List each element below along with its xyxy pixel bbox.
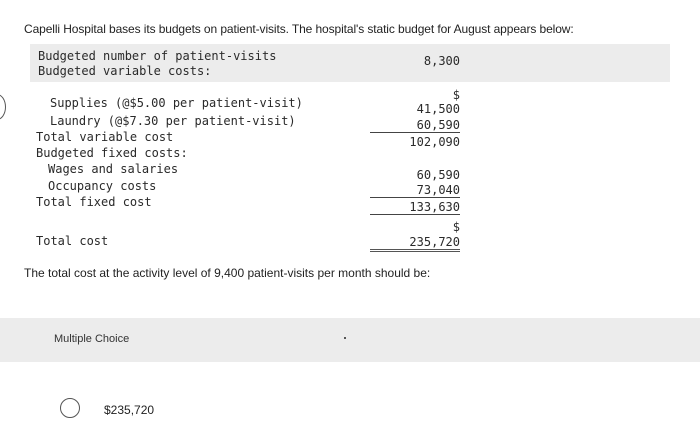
supplies-dollar-sign: $ [452, 88, 460, 102]
static-budget-table [30, 44, 470, 260]
variable-costs-label: Budgeted variable costs: [38, 64, 212, 78]
total-fixed-value: 133,630 [370, 200, 460, 215]
question-text: Capelli Hospital bases its budgets on patient-visits. The hospital's static budget for August appears below: [24, 22, 574, 36]
followup-question: The total cost at the activity level of 9,400 patient-visits per month should be: [24, 266, 431, 280]
total-variable-label: Total variable cost [36, 130, 174, 144]
edge-arc-icon [0, 94, 6, 120]
total-variable-value: 102,090 [409, 135, 460, 149]
total-cost-dollar-sign: $ [452, 220, 460, 234]
patient-visits-label: Budgeted number of patient-visits [38, 49, 277, 63]
laundry-value: 60,590 [370, 118, 460, 133]
supplies-value: 41,500 [416, 102, 460, 116]
wages-value: 60,590 [416, 168, 460, 182]
laundry-label: Laundry (@$7.30 per patient-visit) [50, 114, 296, 128]
total-cost-label: Total cost [36, 234, 109, 248]
patient-visits-value: 8,300 [423, 54, 460, 68]
fixed-costs-label: Budgeted fixed costs: [36, 146, 188, 160]
occupancy-value: 73,040 [370, 183, 460, 198]
total-cost-value: 235,720 [370, 235, 460, 252]
option-radio-button[interactable] [60, 398, 80, 418]
occupancy-label: Occupancy costs [48, 179, 157, 193]
multiple-choice-label: Multiple Choice [54, 333, 130, 345]
supplies-label: Supplies (@$5.00 per patient-visit) [50, 96, 303, 110]
wages-label: Wages and salaries [48, 162, 179, 176]
cursor-dot [344, 337, 346, 339]
total-fixed-label: Total fixed cost [36, 195, 152, 209]
option-text[interactable]: $235,720 [104, 403, 155, 417]
